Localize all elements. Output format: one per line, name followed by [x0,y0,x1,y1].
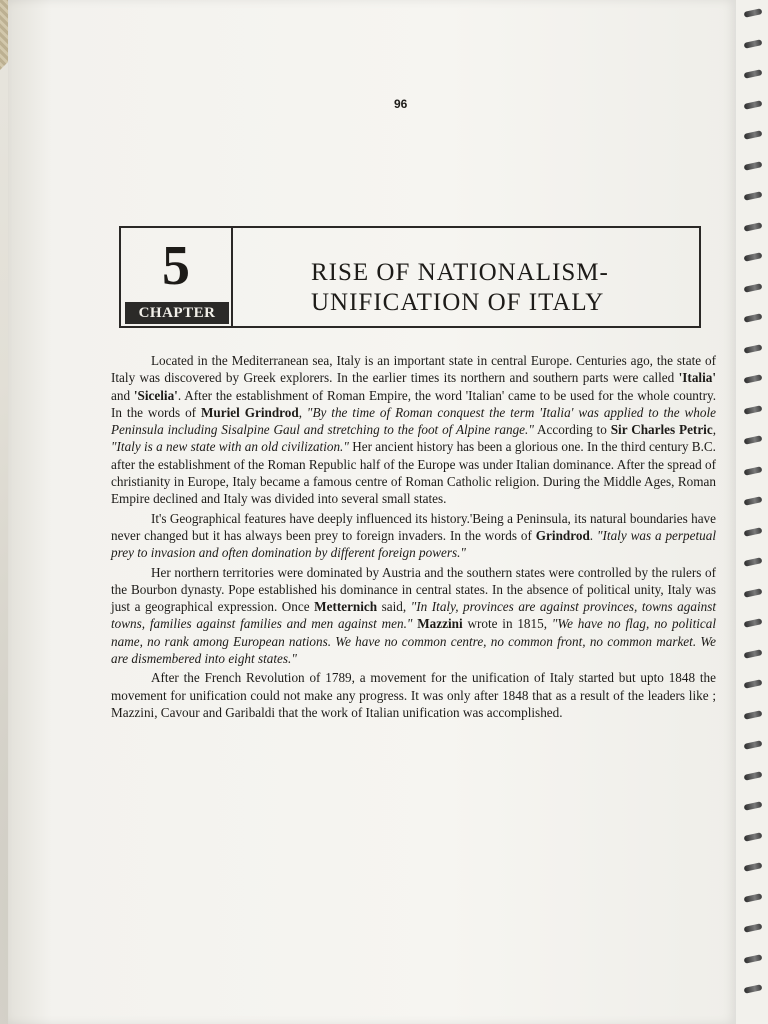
spiral-coil [744,69,763,79]
spiral-coil [744,557,763,567]
spiral-coil [744,344,763,354]
chapter-label: CHAPTER [125,302,229,324]
paragraph [111,352,716,508]
italic-text-run: "Italy was a perpetual prey to invasion and often domination by different foreign powers." [111,527,716,561]
spiral-coil [744,313,763,323]
spiral-coil [744,161,763,171]
text-run: , [712,422,716,438]
spiral-coil [744,649,763,659]
spiral-coil [744,283,763,293]
spiral-coil [744,191,763,201]
paragraph [111,669,716,721]
text-run: , [298,404,307,420]
text-run: . [589,527,597,543]
spiral-coil [744,252,763,262]
page-number: 96 [394,97,408,111]
spiral-coil [744,832,763,842]
text-run: According to [533,422,611,438]
spiral-coil [744,374,763,384]
text-run: Located in the Mediterranean sea, Italy is an important state in central Europe. Centuries ago, the state of Italy was discovered by Greek explorers. In the earlier times its northern and southern parts were called [111,353,716,386]
italic-text-run: "In Italy, provinces are against provinces, towns against towns, families against families and men against men." [111,599,717,632]
spiral-coil [744,862,763,872]
spiral-coil [744,8,763,18]
spiral-coil [744,39,763,49]
paragraph [111,564,716,668]
spiral-coil [744,588,763,598]
spiral-coil [744,740,763,750]
chapter-title [311,258,609,318]
spiral-coil [744,222,763,232]
paragraph [111,510,716,562]
chapter-title-line-1: RISE OF NATIONALISM- [311,259,609,286]
spiral-coil [744,130,763,140]
spiral-coil [744,679,763,689]
spiral-coil [744,710,763,720]
bold-text-run: Grindrod [535,527,590,543]
chapter-number-cell [121,228,233,326]
spiral-coil [744,893,763,903]
chapter-number: 5 [162,235,190,297]
spiral-coil [744,527,763,537]
text-run: After the French Revolution of 1789, a movement for the unification of Italy started but upto 1848 the movement for unification could not make any progress. It was only after 1848 that as a result of the leaders like ; Mazzini, Cavour and Garibaldi that the work of Italian unification was accomplished. [111,670,716,720]
text-run: . After the establishment of Roman Empire, the word 'Italian' came to be used for the whole country. In the words of [111,387,716,420]
text-run: and [111,387,134,403]
italic-text-run: "Italy is a new state with an old civilization." [111,439,349,455]
spiral-coil [744,100,763,110]
chapter-header [119,226,701,328]
chapter-title-line-2: UNIFICATION OF ITALY [311,289,605,316]
bold-text-run: Sir Charles Petric [610,422,713,438]
spiral-coil [744,618,763,628]
spiral-binding [736,0,768,1024]
text-run: Her ancient history has been a glorious one. In the third century B.C. after the establishment of the Roman Republic half of the Europe was under Italian dominance. After the spread of christianity in Europe, Italy became a famous centre of Roman Catholic religion. During the Middle Ages, Roman Empire declined and Italy was divided into several small states. [111,439,716,507]
text-run: Her northern territories were dominated by Austria and the southern states were controlled by the rulers of the Bourbon dynasty. Pope established his dominance in central states. In the absence of political unity, Italy was just a geographical expression. Once [111,564,716,615]
spiral-coil [744,923,763,933]
text-run: wrote in 1815, [462,616,552,632]
bold-text-run: 'Sicelia' [133,387,178,403]
spiral-coil [744,405,763,415]
text-run: It's Geographical features have deeply influenced its history.'Being a Peninsula, its natural boundaries have never changed but it has always been prey to foreign invaders. In the words of [111,510,716,543]
bold-text-run: Muriel Grindrod [200,404,299,420]
spiral-coil [744,771,763,781]
text-run: said, [377,599,411,615]
chapter-body [111,352,716,723]
spiral-coil [744,466,763,476]
italic-text-run: "We have no flag, no political name, no rank among European nations. We have no common centre, no common front, no common market. We are dismembered into eight states." [111,616,717,667]
bold-text-run: 'Italia' [678,370,716,386]
spiral-coil [744,496,763,506]
bold-text-run: Mazzini [417,616,463,632]
spiral-coil [744,984,763,994]
spiral-coil [744,954,763,964]
bold-text-run: Metternich [314,599,378,615]
spiral-coil [744,435,763,445]
italic-text-run: "By the time of Roman conquest the term 'Italia' was applied to the whole Peninsula including Sisalpine Gaul and stretching to the foot of Alpine range." [111,404,716,438]
book-page [8,0,736,1024]
spiral-coil [744,801,763,811]
